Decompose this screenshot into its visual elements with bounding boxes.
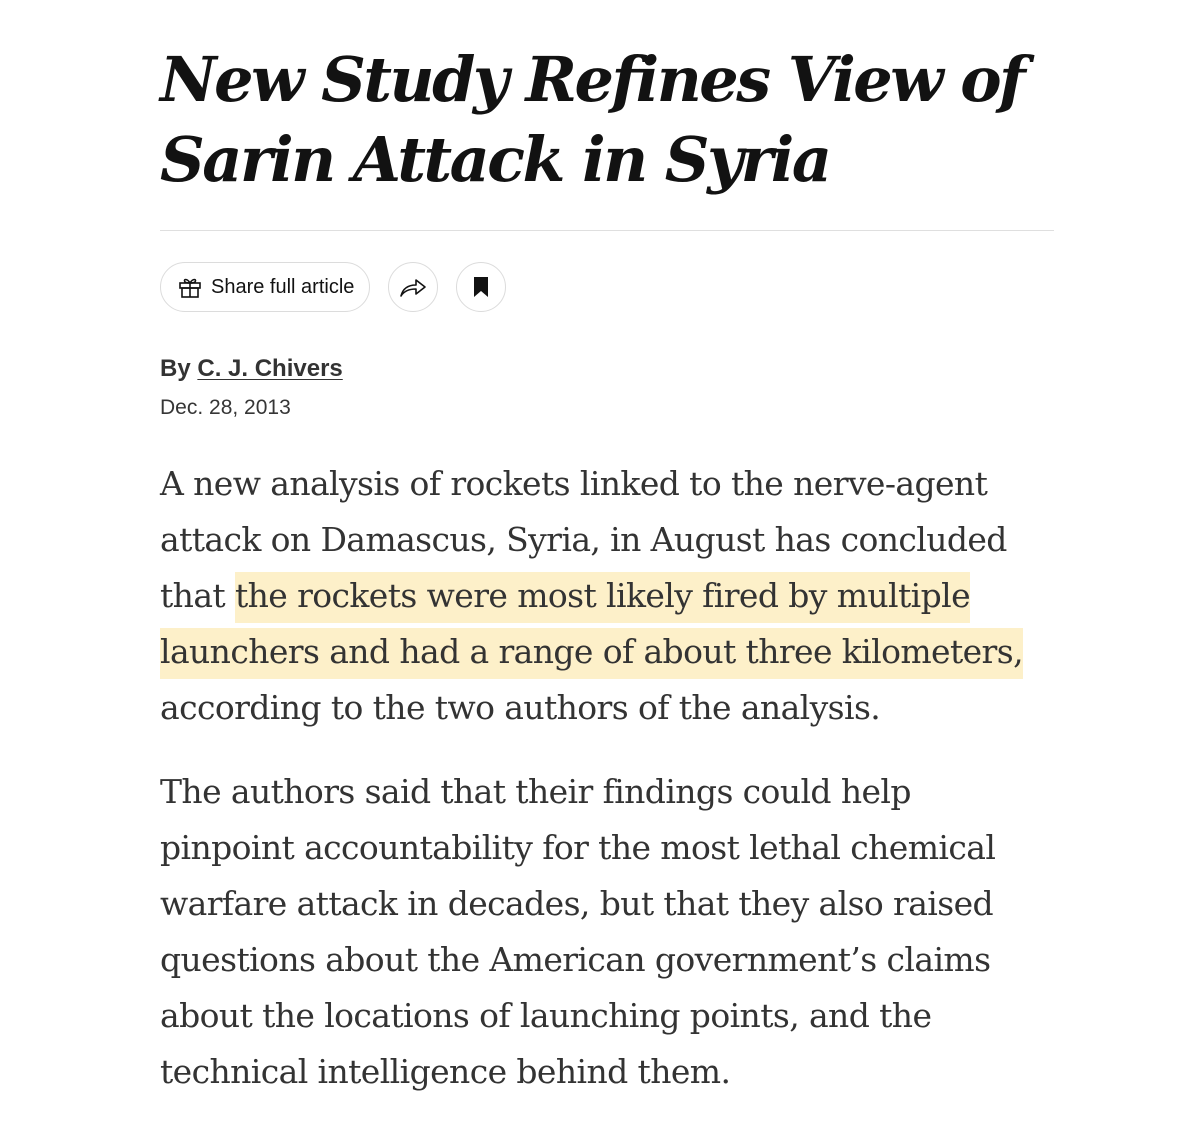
article [160,40,1054,1100]
share-arrow-icon [399,276,427,298]
divider [160,230,1054,231]
byline [160,354,1054,384]
paragraph-1-after: according to the two authors of the analysis. [160,688,881,727]
save-bookmark-button[interactable] [456,262,506,312]
highlighted-text: the rockets were most likely fired by multiple launchers and had a range of about three kilometers, [160,572,1023,679]
byline-prefix: By [160,355,198,382]
publish-date: Dec. 28, 2013 [160,396,291,419]
paragraph-1-before: A new analysis of rockets linked to the nerve-agent attack on Damascus, Syria, in August has concluded that [160,464,1007,615]
paragraph-1 [160,456,1054,736]
paragraph-2: The authors said that their findings could help pinpoint accountability for the most lethal chemical warfare attack in decades, but that they also raised questions about the American government’s claims about the locations of launching points, and the technical intelligence behind them. [160,772,996,1091]
share-button[interactable] [388,262,438,312]
article-toolbar [160,262,1054,312]
bookmark-icon [473,276,489,298]
headline: New Study Refines View of Sarin Attack in Syria [160,43,1024,196]
author-link[interactable]: C. J. Chivers [197,355,343,382]
share-full-article-label: Share full article [211,275,355,298]
article-body [160,456,1054,1100]
gift-icon [177,274,203,300]
share-full-article-button[interactable] [160,262,370,312]
